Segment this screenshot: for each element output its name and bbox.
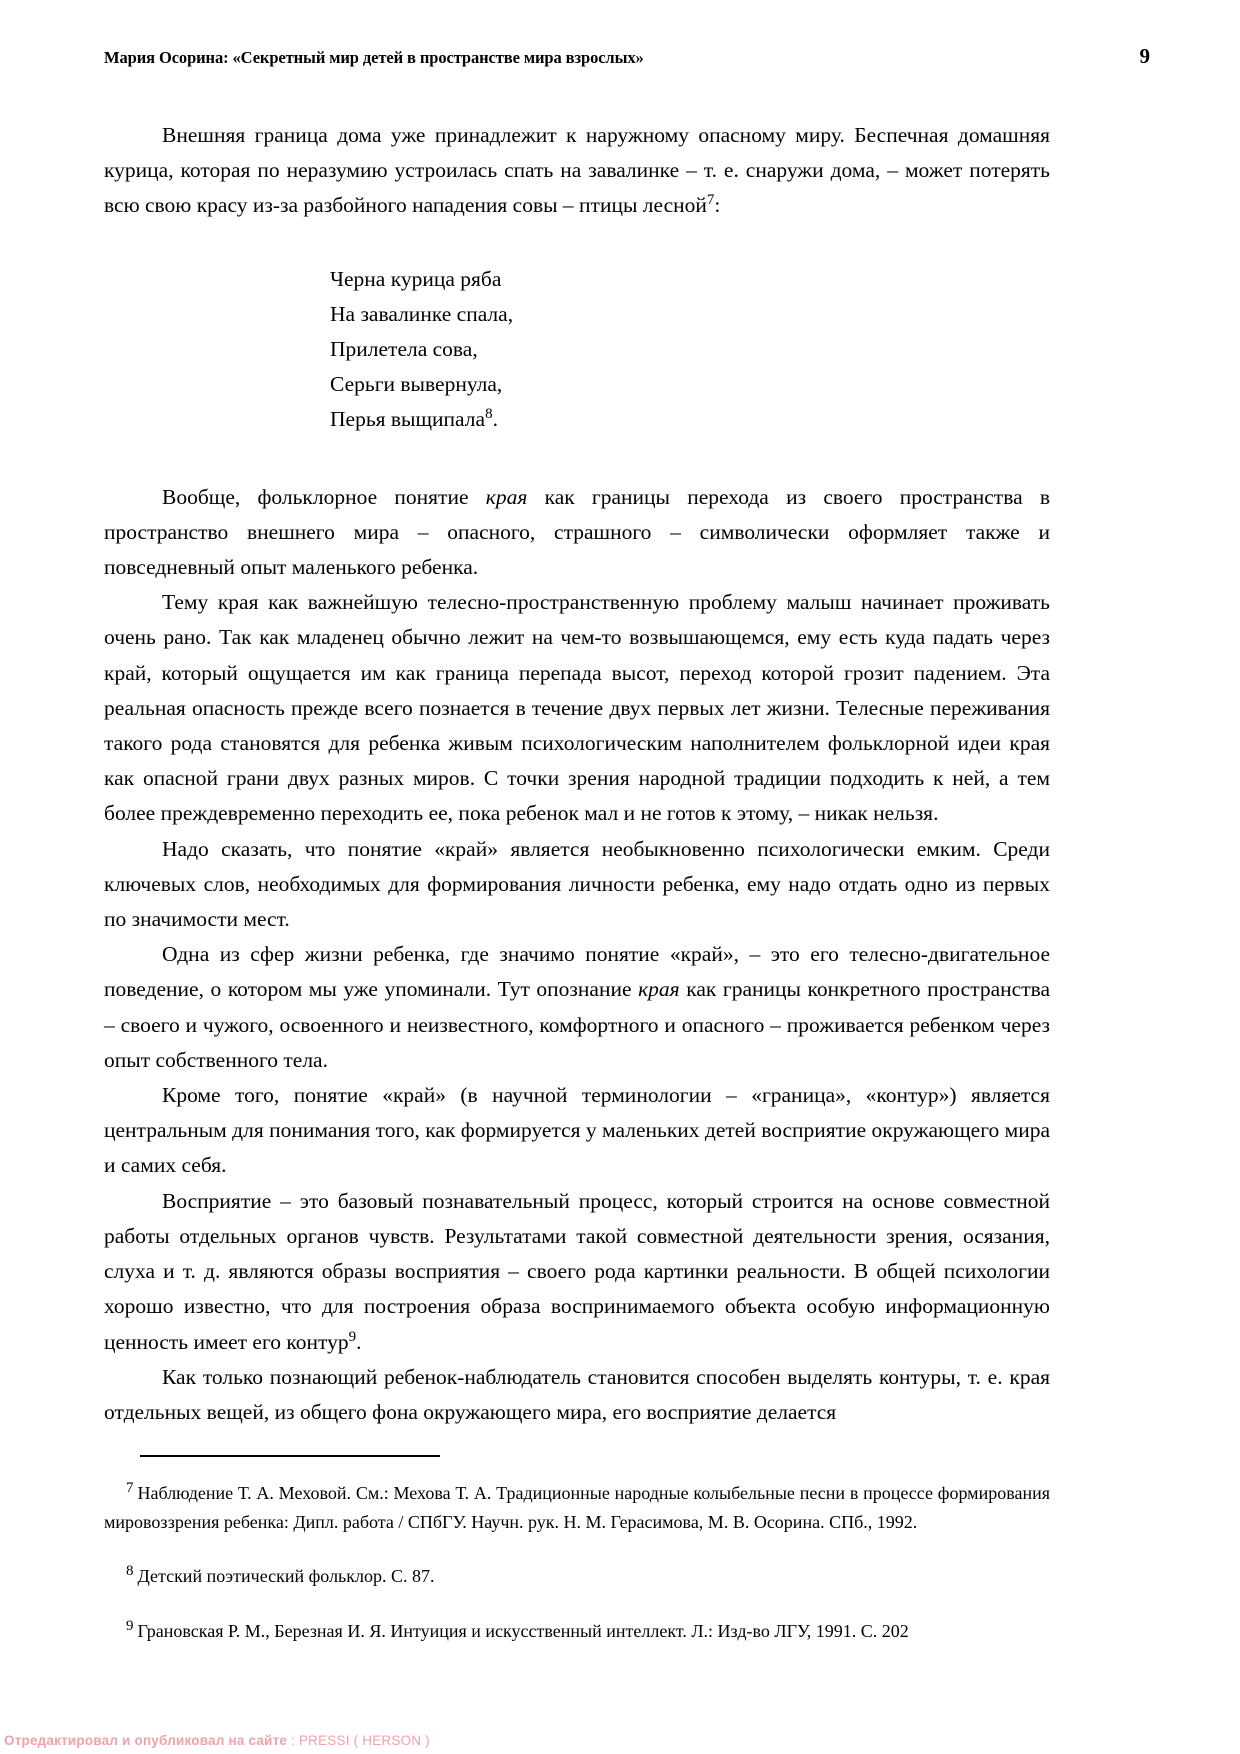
paragraph-2-text-a: Вообще, фольклорное понятие — [162, 484, 486, 509]
paragraph-5-text-b: как границы конкретного пространства – своего и чужого, освоенного и неизвестного, комфортного и опасного – проживается ребенком через опыт собственного тела. — [104, 977, 1050, 1072]
verse-line-last-tail: . — [492, 407, 498, 432]
paragraph-5-text-a: Одна из сфер жизни ребенка, где значимо понятие «край», – это его телесно-двигательное поведение, о котором мы уже упоминали. Тут опознание — [104, 942, 1050, 1002]
verse-line: Черна курица ряба — [330, 266, 502, 291]
verse-line: На завалинке спала, — [330, 301, 514, 326]
emphasis-kraya-2: края — [638, 977, 680, 1002]
paragraph-2 — [104, 480, 1050, 586]
footnote-text: Грановская Р. М., Березная И. Я. Интуиция и искусственный интеллект. Л.: Изд-во ЛГУ, 1991. С. 202 — [137, 1620, 909, 1641]
paragraph-1-text: Внешняя граница дома уже принадлежит к наружному опасному миру. Беспечная домашняя курица, которая по неразумию устроилась спать на завалинке – т. е. снаружи дома, – может потерять всю свою красу из-за разбойного нападения совы – птицы лесной — [104, 123, 1050, 218]
verse-line-last-text: Перья выщипала — [330, 407, 486, 432]
verse-block — [104, 262, 1050, 438]
paragraph-7 — [104, 1184, 1050, 1360]
paragraph-3: Тему края как важнейшую телесно-пространственную проблему малыш начинает проживать очень рано. Так как младенец обычно лежит на чем-то возвышающемся, ему есть куда падать через край, который ощущается им как граница перепада высот, переход которой грозит падением. Эта реальная опасность прежде всего познается в течение двух первых лет жизни. Телесные переживания такого рода становятся для ребенка живым психологическим наполнителем фольклорной идеи края как опасной грани двух разных миров. С точки зрения народной традиции подходить к ней, а тем более преждевременно переходить ее, пока ребенок мал и не готов к этому, – никак нельзя. — [104, 590, 1050, 826]
paragraph-5 — [104, 937, 1050, 1078]
paragraph-1-tail: : — [714, 193, 721, 218]
site-watermark — [4, 1733, 430, 1748]
verse-line: Прилетела сова, — [330, 337, 478, 362]
footnote-item — [104, 1562, 1050, 1591]
body-content — [104, 118, 1050, 1430]
page-header — [104, 44, 1150, 69]
footnote-item — [104, 1617, 1050, 1646]
footnote-ref-8[interactable]: 8 — [485, 406, 493, 423]
footnote-ref-9[interactable]: 9 — [348, 1328, 357, 1345]
verse-line-last — [330, 402, 1050, 437]
paragraph-4: Надо сказать, что понятие «край» является необыкновенно психологически емким. Среди ключевых слов, необходимых для формирования личности ребенка, ему надо отдать одно из первых по значимости мест. — [104, 836, 1050, 932]
paragraph-7-text: Восприятие – это базовый познавательный процесс, который строится на основе совместной работы отдельных органов чувств. Результатами такой совместной деятельности зрения, осязания, слуха и т. д. являются образы восприятия – своего рода картинки реальности. В общей психологии хорошо известно, что для построения образа воспринимаемого объекта особую информационную ценность имеет его контур — [104, 1188, 1050, 1354]
footnote-section — [104, 1455, 1050, 1645]
header-title: Мария Осорина: «Секретный мир детей в пространстве мира взрослых» — [104, 48, 644, 67]
paragraph-7-tail: . — [356, 1329, 362, 1354]
verse-line: Серьги вывернула, — [330, 372, 503, 397]
emphasis-kraya: края — [485, 484, 528, 509]
footnote-number: 9 — [126, 1617, 134, 1634]
watermark-rest-text: : PRESSI ( HERSON ) — [287, 1733, 430, 1748]
watermark-bold-text: Отредактировал и опубликовал на сайте — [4, 1733, 288, 1748]
footnote-separator-rule — [140, 1455, 440, 1457]
footnote-ref-7[interactable]: 7 — [706, 192, 715, 209]
footnote-number: 8 — [126, 1563, 134, 1579]
paragraph-8: Как только познающий ребенок-наблюдатель становится способен выделять контуры, т. е. края отдельных вещей, из общего фона окружающего мира, его восприятие делается — [104, 1364, 1050, 1424]
paragraph-2-text-b: как границы перехода из своего пространства в пространство внешнего мира – опасного, страшного – символически оформляет также и повседневный опыт маленького ребенка. — [104, 484, 1051, 580]
footnote-text: Детский поэтический фольклор. С. 87. — [137, 1566, 435, 1586]
paragraph-1 — [104, 118, 1050, 224]
paragraph-6: Кроме того, понятие «край» (в научной терминологии – «граница», «контур») является центральным для понимания того, как формируется у маленьких детей восприятие окружающего мира и самих себя. — [104, 1083, 1050, 1178]
footnote-item — [104, 1479, 1050, 1536]
footnote-number: 7 — [126, 1480, 134, 1496]
page-number: 9 — [1139, 44, 1150, 68]
footnote-text: Наблюдение Т. А. Меховой. См.: Мехова Т. А. Традиционные народные колыбельные песни в процессе формирования мировоззрения ребенка: Дипл. работа / СПбГУ. Научн. рук. Н. М. Герасимова, М. В. Осорина. СПб., 1992. — [104, 1483, 1050, 1532]
